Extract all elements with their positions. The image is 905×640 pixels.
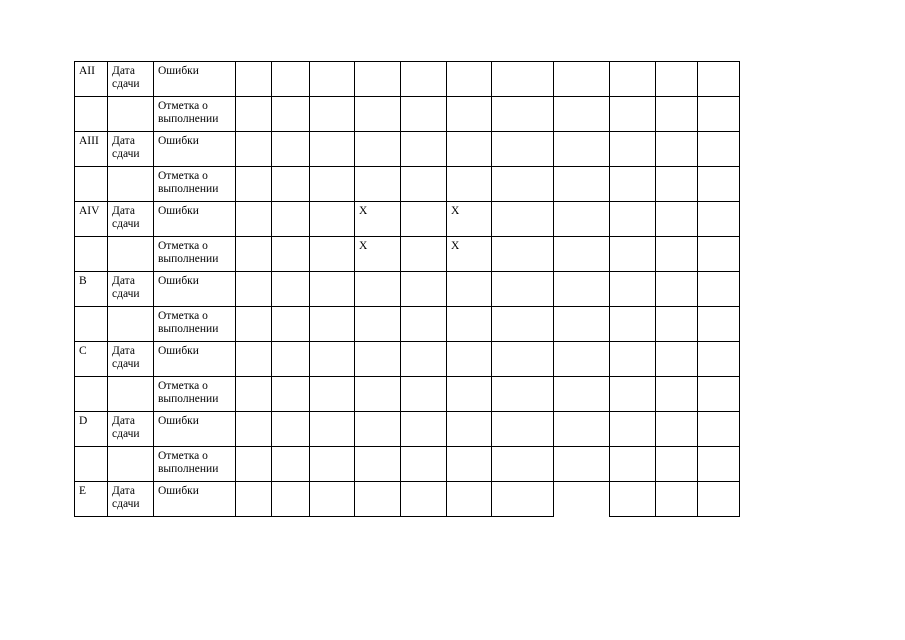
date-label-cell: Дата сдачи bbox=[108, 342, 154, 377]
data-cell bbox=[554, 202, 610, 237]
data-cell bbox=[492, 307, 554, 342]
errors-label-cell: Ошибки bbox=[154, 482, 236, 517]
data-cell bbox=[355, 342, 401, 377]
data-cell bbox=[401, 482, 447, 517]
table-row bbox=[75, 447, 740, 482]
date-value-cell bbox=[108, 307, 154, 342]
date-label-cell: Дата сдачи bbox=[108, 272, 154, 307]
assessment-table-body bbox=[75, 62, 740, 517]
section-code-cell: E bbox=[75, 482, 108, 517]
data-cell bbox=[272, 132, 310, 167]
data-cell bbox=[656, 377, 698, 412]
section-code-cell: D bbox=[75, 412, 108, 447]
data-cell bbox=[272, 272, 310, 307]
data-cell bbox=[554, 167, 610, 202]
data-cell bbox=[447, 307, 492, 342]
assessment-table bbox=[74, 61, 740, 517]
table-row bbox=[75, 97, 740, 132]
data-cell bbox=[610, 237, 656, 272]
data-cell bbox=[492, 412, 554, 447]
section-code-cell-continued bbox=[75, 447, 108, 482]
data-cell bbox=[310, 412, 355, 447]
completion-mark-label-cell: Отметка о выполнении bbox=[154, 377, 236, 412]
data-cell bbox=[236, 412, 272, 447]
errors-label-cell: Ошибки bbox=[154, 62, 236, 97]
data-cell bbox=[447, 412, 492, 447]
completion-mark-label-cell: Отметка о выполнении bbox=[154, 97, 236, 132]
data-cell bbox=[272, 202, 310, 237]
data-cell bbox=[447, 97, 492, 132]
section-code-cell-continued bbox=[75, 307, 108, 342]
data-cell bbox=[656, 62, 698, 97]
data-cell bbox=[610, 202, 656, 237]
data-cell bbox=[310, 307, 355, 342]
x-mark-cell: X bbox=[447, 237, 492, 272]
data-cell bbox=[656, 482, 698, 517]
data-cell bbox=[236, 377, 272, 412]
section-code-cell: B bbox=[75, 272, 108, 307]
data-cell bbox=[401, 272, 447, 307]
data-cell bbox=[610, 412, 656, 447]
data-cell bbox=[310, 167, 355, 202]
data-cell bbox=[447, 447, 492, 482]
data-cell bbox=[272, 342, 310, 377]
data-cell bbox=[447, 132, 492, 167]
data-cell bbox=[610, 272, 656, 307]
data-cell bbox=[554, 237, 610, 272]
data-cell bbox=[492, 482, 554, 517]
completion-mark-label-cell: Отметка о выполнении bbox=[154, 447, 236, 482]
x-mark-cell: X bbox=[447, 202, 492, 237]
data-cell bbox=[698, 342, 740, 377]
date-value-cell bbox=[108, 167, 154, 202]
data-cell bbox=[698, 62, 740, 97]
data-cell bbox=[610, 307, 656, 342]
table-row bbox=[75, 482, 740, 517]
date-label-cell: Дата сдачи bbox=[108, 482, 154, 517]
table-row bbox=[75, 202, 740, 237]
data-cell bbox=[310, 202, 355, 237]
data-cell bbox=[698, 307, 740, 342]
errors-label-cell: Ошибки bbox=[154, 342, 236, 377]
data-cell bbox=[447, 342, 492, 377]
data-cell bbox=[401, 97, 447, 132]
completion-mark-label-cell: Отметка о выполнении bbox=[154, 167, 236, 202]
data-cell bbox=[554, 412, 610, 447]
date-value-cell bbox=[108, 377, 154, 412]
data-cell bbox=[492, 237, 554, 272]
data-cell bbox=[554, 62, 610, 97]
data-cell bbox=[447, 167, 492, 202]
section-code-cell: AII bbox=[75, 62, 108, 97]
data-cell bbox=[554, 307, 610, 342]
data-cell bbox=[610, 377, 656, 412]
section-code-cell-continued bbox=[75, 97, 108, 132]
table-row bbox=[75, 167, 740, 202]
section-code-cell-continued bbox=[75, 377, 108, 412]
data-cell bbox=[355, 132, 401, 167]
data-cell bbox=[272, 377, 310, 412]
data-cell bbox=[236, 307, 272, 342]
data-cell bbox=[492, 132, 554, 167]
data-cell bbox=[554, 132, 610, 167]
data-cell bbox=[355, 307, 401, 342]
table-row bbox=[75, 412, 740, 447]
data-cell bbox=[610, 447, 656, 482]
section-code-cell-continued bbox=[75, 167, 108, 202]
data-cell bbox=[355, 447, 401, 482]
data-cell bbox=[656, 237, 698, 272]
section-code-cell-continued bbox=[75, 237, 108, 272]
data-cell bbox=[554, 482, 610, 517]
data-cell bbox=[236, 202, 272, 237]
data-cell bbox=[610, 482, 656, 517]
data-cell bbox=[698, 377, 740, 412]
data-cell bbox=[310, 132, 355, 167]
data-cell bbox=[401, 167, 447, 202]
x-mark-cell: X bbox=[355, 202, 401, 237]
data-cell bbox=[236, 132, 272, 167]
data-cell bbox=[272, 62, 310, 97]
data-cell bbox=[310, 97, 355, 132]
completion-mark-label-cell: Отметка о выполнении bbox=[154, 237, 236, 272]
table-row bbox=[75, 272, 740, 307]
data-cell bbox=[698, 412, 740, 447]
data-cell bbox=[355, 482, 401, 517]
date-label-cell: Дата сдачи bbox=[108, 62, 154, 97]
section-code-cell: AIII bbox=[75, 132, 108, 167]
data-cell bbox=[236, 482, 272, 517]
data-cell bbox=[355, 97, 401, 132]
data-cell bbox=[492, 342, 554, 377]
errors-label-cell: Ошибки bbox=[154, 272, 236, 307]
data-cell bbox=[401, 412, 447, 447]
data-cell bbox=[401, 62, 447, 97]
data-cell bbox=[310, 377, 355, 412]
data-cell bbox=[656, 272, 698, 307]
data-cell bbox=[492, 447, 554, 482]
data-cell bbox=[492, 167, 554, 202]
data-cell bbox=[492, 377, 554, 412]
date-value-cell bbox=[108, 447, 154, 482]
data-cell bbox=[236, 237, 272, 272]
data-cell bbox=[236, 342, 272, 377]
data-cell bbox=[355, 167, 401, 202]
data-cell bbox=[310, 342, 355, 377]
data-cell bbox=[698, 202, 740, 237]
data-cell bbox=[447, 377, 492, 412]
x-mark-cell: X bbox=[355, 237, 401, 272]
data-cell bbox=[447, 62, 492, 97]
data-cell bbox=[492, 202, 554, 237]
data-cell bbox=[610, 62, 656, 97]
data-cell bbox=[236, 447, 272, 482]
date-label-cell: Дата сдачи bbox=[108, 412, 154, 447]
data-cell bbox=[236, 97, 272, 132]
section-code-cell: C bbox=[75, 342, 108, 377]
table-row bbox=[75, 342, 740, 377]
data-cell bbox=[656, 307, 698, 342]
data-cell bbox=[401, 307, 447, 342]
data-cell bbox=[310, 62, 355, 97]
errors-label-cell: Ошибки bbox=[154, 202, 236, 237]
data-cell bbox=[355, 377, 401, 412]
data-cell bbox=[447, 272, 492, 307]
data-cell bbox=[554, 377, 610, 412]
table-row bbox=[75, 132, 740, 167]
data-cell bbox=[554, 342, 610, 377]
data-cell bbox=[698, 167, 740, 202]
data-cell bbox=[310, 237, 355, 272]
data-cell bbox=[698, 447, 740, 482]
date-value-cell bbox=[108, 237, 154, 272]
data-cell bbox=[401, 237, 447, 272]
data-cell bbox=[656, 97, 698, 132]
data-cell bbox=[698, 482, 740, 517]
data-cell bbox=[656, 167, 698, 202]
data-cell bbox=[554, 272, 610, 307]
data-cell bbox=[272, 412, 310, 447]
data-cell bbox=[554, 447, 610, 482]
data-cell bbox=[698, 97, 740, 132]
data-cell bbox=[355, 62, 401, 97]
data-cell bbox=[355, 412, 401, 447]
data-cell bbox=[355, 272, 401, 307]
data-cell bbox=[610, 167, 656, 202]
errors-label-cell: Ошибки bbox=[154, 132, 236, 167]
data-cell bbox=[698, 237, 740, 272]
data-cell bbox=[401, 377, 447, 412]
date-label-cell: Дата сдачи bbox=[108, 132, 154, 167]
data-cell bbox=[656, 447, 698, 482]
data-cell bbox=[401, 447, 447, 482]
completion-mark-label-cell: Отметка о выполнении bbox=[154, 307, 236, 342]
data-cell bbox=[698, 132, 740, 167]
data-cell bbox=[272, 167, 310, 202]
data-cell bbox=[236, 167, 272, 202]
data-cell bbox=[492, 97, 554, 132]
data-cell bbox=[492, 272, 554, 307]
data-cell bbox=[272, 482, 310, 517]
date-value-cell bbox=[108, 97, 154, 132]
data-cell bbox=[272, 307, 310, 342]
table-row bbox=[75, 62, 740, 97]
data-cell bbox=[310, 272, 355, 307]
table-row bbox=[75, 307, 740, 342]
data-cell bbox=[272, 447, 310, 482]
data-cell bbox=[656, 202, 698, 237]
data-cell bbox=[610, 97, 656, 132]
data-cell bbox=[554, 97, 610, 132]
errors-label-cell: Ошибки bbox=[154, 412, 236, 447]
data-cell bbox=[310, 482, 355, 517]
data-cell bbox=[272, 237, 310, 272]
data-cell bbox=[236, 62, 272, 97]
data-cell bbox=[401, 132, 447, 167]
table-row bbox=[75, 377, 740, 412]
data-cell bbox=[272, 97, 310, 132]
data-cell bbox=[610, 132, 656, 167]
data-cell bbox=[310, 447, 355, 482]
data-cell bbox=[656, 132, 698, 167]
data-cell bbox=[610, 342, 656, 377]
data-cell bbox=[401, 342, 447, 377]
data-cell bbox=[401, 202, 447, 237]
data-cell bbox=[656, 412, 698, 447]
data-cell bbox=[447, 482, 492, 517]
section-code-cell: AIV bbox=[75, 202, 108, 237]
data-cell bbox=[698, 272, 740, 307]
date-label-cell: Дата сдачи bbox=[108, 202, 154, 237]
data-cell bbox=[656, 342, 698, 377]
table-row bbox=[75, 237, 740, 272]
data-cell bbox=[236, 272, 272, 307]
data-cell bbox=[492, 62, 554, 97]
